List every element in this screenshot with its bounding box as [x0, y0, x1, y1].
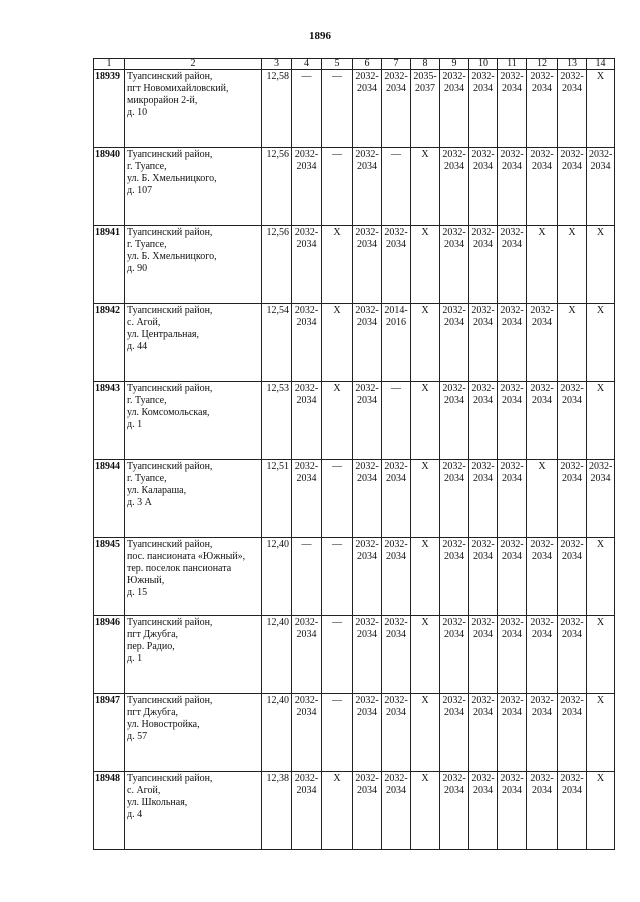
period-cell: 2032- 2034	[498, 694, 527, 772]
period-cell: 2032- 2034	[292, 616, 322, 694]
column-header: 12	[527, 59, 558, 70]
column-header: 3	[262, 59, 292, 70]
address-line: Туапсинский район,	[127, 149, 213, 160]
column-header: 11	[498, 59, 527, 70]
address-line: д. 90	[127, 263, 148, 274]
period-cell: 2032- 2034	[527, 616, 558, 694]
period-cell: 2032- 2034	[498, 70, 527, 148]
value-cell: 12,54	[262, 304, 292, 382]
period-cell: 2032- 2034	[353, 616, 382, 694]
value-cell: 12,53	[262, 382, 292, 460]
period-cell: X	[411, 226, 440, 304]
address-line: д. 1	[127, 653, 143, 664]
address-line: пгт Джубга,	[127, 707, 179, 718]
period-cell: X	[322, 226, 353, 304]
period-cell: X	[322, 772, 353, 850]
period-cell: 2032- 2034	[527, 538, 558, 616]
column-header: 7	[382, 59, 411, 70]
column-header: 10	[469, 59, 498, 70]
row-number: 18945	[94, 538, 125, 616]
period-cell: X	[527, 460, 558, 538]
period-cell: 2032- 2034	[382, 70, 411, 148]
value-cell: 12,56	[262, 148, 292, 226]
period-cell: 2032- 2034	[440, 772, 469, 850]
period-cell: X	[558, 304, 587, 382]
period-cell: 2032- 2034	[440, 616, 469, 694]
period-cell: X	[411, 304, 440, 382]
address-cell	[125, 694, 262, 772]
address-cell	[125, 382, 262, 460]
column-header: 9	[440, 59, 469, 70]
address-line: Южный,	[127, 575, 165, 586]
address-line: ул. Комсомольская,	[127, 407, 210, 418]
period-cell: 2032- 2034	[382, 772, 411, 850]
period-cell: —	[322, 616, 353, 694]
period-cell: 2032- 2034	[382, 460, 411, 538]
address-line: Туапсинский район,	[127, 461, 213, 472]
period-cell: X	[411, 616, 440, 694]
row-number: 18939	[94, 70, 125, 148]
table-row	[94, 70, 615, 148]
period-cell: 2032- 2034	[469, 616, 498, 694]
address-line: с. Агой,	[127, 317, 161, 328]
address-cell	[125, 538, 262, 616]
period-cell: 2032- 2034	[440, 382, 469, 460]
address-cell	[125, 460, 262, 538]
address-line: Туапсинский район,	[127, 773, 213, 784]
period-cell: 2032- 2034	[469, 382, 498, 460]
period-cell: 2032- 2034	[440, 694, 469, 772]
period-cell: 2032- 2034	[558, 70, 587, 148]
page-number: 1896	[309, 30, 331, 42]
address-line: Туапсинский район,	[127, 305, 213, 316]
address-cell	[125, 772, 262, 850]
row-number: 18947	[94, 694, 125, 772]
period-cell: X	[322, 382, 353, 460]
table-row	[94, 460, 615, 538]
period-cell: 2032- 2034	[527, 694, 558, 772]
address-line: микрорайон 2-й,	[127, 95, 198, 106]
period-cell: 2032- 2034	[382, 694, 411, 772]
address-line: д. 107	[127, 185, 153, 196]
period-cell: 2032- 2034	[353, 538, 382, 616]
column-header: 14	[587, 59, 615, 70]
period-cell: 2032- 2034	[498, 616, 527, 694]
period-cell: 2035- 2037	[411, 70, 440, 148]
period-cell: 2032- 2034	[353, 772, 382, 850]
period-cell: 2032- 2034	[527, 148, 558, 226]
row-number: 18941	[94, 226, 125, 304]
column-header: 13	[558, 59, 587, 70]
value-cell: 12,58	[262, 70, 292, 148]
period-cell: 2032- 2034	[587, 148, 615, 226]
period-cell: 2032- 2034	[469, 772, 498, 850]
address-line: д. 44	[127, 341, 148, 352]
period-cell: X	[587, 694, 615, 772]
address-line: д. 4	[127, 809, 143, 820]
period-cell: —	[292, 70, 322, 148]
address-line: г. Туапсе,	[127, 239, 167, 250]
address-line: д. 57	[127, 731, 148, 742]
table-row	[94, 226, 615, 304]
row-number: 18943	[94, 382, 125, 460]
period-cell: 2032- 2034	[558, 538, 587, 616]
period-cell: X	[587, 304, 615, 382]
period-cell: —	[322, 70, 353, 148]
address-line: ул. Б. Хмельницкого,	[127, 251, 217, 262]
period-cell: 2032- 2034	[353, 460, 382, 538]
period-cell: X	[527, 226, 558, 304]
period-cell: 2032- 2034	[469, 694, 498, 772]
value-cell: 12,56	[262, 226, 292, 304]
period-cell: 2032- 2034	[292, 460, 322, 538]
period-cell: 2032- 2034	[353, 226, 382, 304]
table-row	[94, 772, 615, 850]
address-line: д. 1	[127, 419, 143, 430]
column-header: 8	[411, 59, 440, 70]
period-cell: X	[322, 304, 353, 382]
period-cell: 2032- 2034	[292, 148, 322, 226]
address-line: ул. Б. Хмельницкого,	[127, 173, 217, 184]
row-number: 18944	[94, 460, 125, 538]
period-cell: 2032- 2034	[527, 772, 558, 850]
period-cell: 2032- 2034	[527, 382, 558, 460]
period-cell: 2032- 2034	[440, 304, 469, 382]
period-cell: 2032- 2034	[498, 382, 527, 460]
address-line: ул. Новостройка,	[127, 719, 200, 730]
period-cell: X	[411, 538, 440, 616]
period-cell: 2032- 2034	[292, 382, 322, 460]
period-cell: 2032- 2034	[498, 460, 527, 538]
period-cell: 2032- 2034	[558, 694, 587, 772]
address-line: д. 3 А	[127, 497, 152, 508]
table-row	[94, 382, 615, 460]
period-cell: —	[292, 538, 322, 616]
address-line: Туапсинский район,	[127, 617, 213, 628]
period-cell: 2032- 2034	[440, 226, 469, 304]
row-number: 18940	[94, 148, 125, 226]
column-header: 5	[322, 59, 353, 70]
period-cell: —	[322, 148, 353, 226]
period-cell: 2032- 2034	[440, 460, 469, 538]
period-cell: X	[411, 148, 440, 226]
address-line: д. 15	[127, 587, 148, 598]
period-cell: 2032- 2034	[353, 148, 382, 226]
address-cell	[125, 70, 262, 148]
address-line: ул. Центральная,	[127, 329, 200, 340]
address-line: пгт Джубга,	[127, 629, 179, 640]
address-line: пос. пансионата «Южный»,	[127, 551, 246, 562]
period-cell: 2032- 2034	[527, 304, 558, 382]
address-line: г. Туапсе,	[127, 161, 167, 172]
address-line: г. Туапсе,	[127, 473, 167, 484]
period-cell: 2032- 2034	[469, 460, 498, 538]
period-cell: 2032- 2034	[292, 226, 322, 304]
table-row	[94, 616, 615, 694]
address-line: пер. Радио,	[127, 641, 175, 652]
period-cell: 2032- 2034	[382, 538, 411, 616]
period-cell: —	[322, 694, 353, 772]
header-row	[94, 59, 615, 70]
period-cell: 2032- 2034	[469, 538, 498, 616]
table-row	[94, 694, 615, 772]
table-row	[94, 304, 615, 382]
table-row	[94, 538, 615, 616]
address-line: Туапсинский район,	[127, 539, 213, 550]
period-cell: —	[322, 538, 353, 616]
period-cell: 2032- 2034	[558, 460, 587, 538]
period-cell: 2032- 2034	[292, 304, 322, 382]
address-line: тер. поселок пансионата	[127, 563, 232, 574]
value-cell: 12,40	[262, 538, 292, 616]
address-line: с. Агой,	[127, 785, 161, 796]
value-cell: 12,51	[262, 460, 292, 538]
address-cell	[125, 304, 262, 382]
period-cell: 2032- 2034	[498, 538, 527, 616]
period-cell: X	[587, 382, 615, 460]
period-cell: X	[411, 772, 440, 850]
registry-table	[93, 58, 615, 850]
period-cell: X	[411, 694, 440, 772]
period-cell: 2032- 2034	[353, 304, 382, 382]
period-cell: X	[587, 70, 615, 148]
period-cell: 2032- 2034	[382, 616, 411, 694]
period-cell: 2032- 2034	[353, 382, 382, 460]
column-header: 2	[125, 59, 262, 70]
period-cell: 2032- 2034	[558, 616, 587, 694]
period-cell: 2032- 2034	[469, 70, 498, 148]
table-row	[94, 148, 615, 226]
period-cell: 2032- 2034	[558, 382, 587, 460]
period-cell: X	[558, 226, 587, 304]
address-line: ул. Калараша,	[127, 485, 187, 496]
column-header: 6	[353, 59, 382, 70]
period-cell: 2032- 2034	[440, 70, 469, 148]
value-cell: 12,38	[262, 772, 292, 850]
address-line: Туапсинский район,	[127, 695, 213, 706]
period-cell: 2032- 2034	[469, 304, 498, 382]
address-cell	[125, 226, 262, 304]
period-cell: 2032- 2034	[587, 460, 615, 538]
address-line: Туапсинский район,	[127, 71, 213, 82]
period-cell: 2032- 2034	[353, 70, 382, 148]
period-cell: X	[411, 460, 440, 538]
period-cell: 2032- 2034	[292, 772, 322, 850]
value-cell: 12,40	[262, 694, 292, 772]
period-cell: —	[322, 460, 353, 538]
address-line: Туапсинский район,	[127, 227, 213, 238]
address-line: пгт Новомихайловский,	[127, 83, 229, 94]
period-cell: 2032- 2034	[498, 304, 527, 382]
period-cell: X	[587, 226, 615, 304]
row-number: 18946	[94, 616, 125, 694]
period-cell: 2032- 2034	[498, 148, 527, 226]
period-cell: 2032- 2034	[498, 226, 527, 304]
period-cell: X	[587, 772, 615, 850]
address-cell	[125, 148, 262, 226]
period-cell: —	[382, 382, 411, 460]
period-cell: X	[587, 616, 615, 694]
period-cell: 2014- 2016	[382, 304, 411, 382]
period-cell: 2032- 2034	[382, 226, 411, 304]
address-line: д. 10	[127, 107, 148, 118]
period-cell: X	[411, 382, 440, 460]
period-cell: 2032- 2034	[292, 694, 322, 772]
period-cell: 2032- 2034	[558, 772, 587, 850]
value-cell: 12,40	[262, 616, 292, 694]
period-cell: 2032- 2034	[498, 772, 527, 850]
column-header: 1	[94, 59, 125, 70]
period-cell: X	[587, 538, 615, 616]
period-cell: 2032- 2034	[558, 148, 587, 226]
column-header: 4	[292, 59, 322, 70]
row-number: 18948	[94, 772, 125, 850]
address-cell	[125, 616, 262, 694]
period-cell: 2032- 2034	[527, 70, 558, 148]
period-cell: 2032- 2034	[469, 226, 498, 304]
period-cell: —	[382, 148, 411, 226]
address-line: ул. Школьная,	[127, 797, 188, 808]
address-line: г. Туапсе,	[127, 395, 167, 406]
row-number: 18942	[94, 304, 125, 382]
address-line: Туапсинский район,	[127, 383, 213, 394]
period-cell: 2032- 2034	[440, 538, 469, 616]
period-cell: 2032- 2034	[353, 694, 382, 772]
period-cell: 2032- 2034	[440, 148, 469, 226]
period-cell: 2032- 2034	[469, 148, 498, 226]
